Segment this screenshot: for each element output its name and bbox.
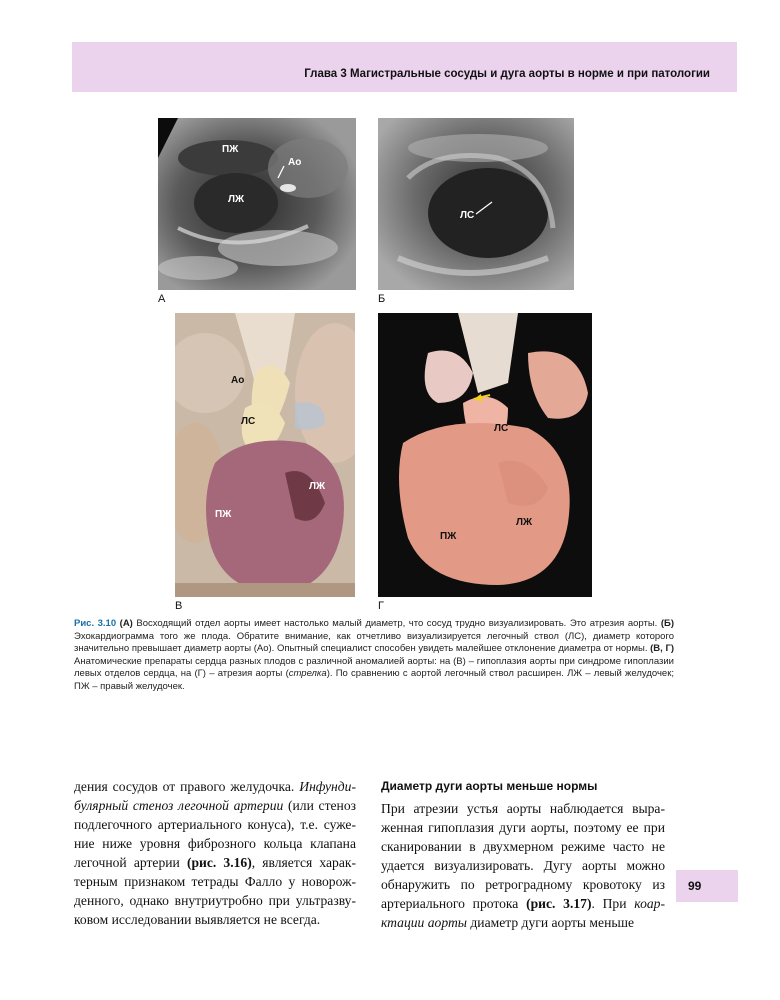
- body-text: (или стеноз подлегочного артериального конуса), т.е. сужение ниже уровня фиброзного кольца клапана легочной артерии: [74, 798, 357, 870]
- label-lzh: ЛЖ: [309, 481, 326, 492]
- label-pzh: ПЖ: [222, 144, 239, 155]
- ultrasound-image-a: [158, 118, 356, 290]
- figure-reference: (рис. 3.16): [186, 855, 252, 870]
- caption-text-vg-1: Анатомические препараты сердца разных плодов с различной аномалией аорты: на (В) – гипоплазия аорты при синдроме гипоплазии левых отделов сердца, на (Г) – атрезия аорты (: [74, 655, 674, 679]
- body-text: , является характерным признаком тетрады Фалло у новорожденного, однако внутриутробно при ультразвуковом исследовании выявляется не всегда.: [74, 855, 356, 927]
- page-number-tab: [676, 870, 738, 902]
- specimen-photo-v: [175, 313, 355, 597]
- body-text: диаметр дуги аорты меньше: [466, 915, 635, 930]
- body-paragraph: [381, 799, 665, 932]
- figure-label: Рис. 3.10: [74, 618, 117, 629]
- body-paragraph: [74, 777, 356, 929]
- panel-letter-a: А: [158, 293, 166, 305]
- caption-text-vg-2: ). По сравнению с аортой легочный ствол расширен. ЛЖ – левый желудочек; ПЖ – правый желудочек.: [74, 668, 674, 692]
- header-band: [72, 42, 737, 92]
- right-column: [381, 777, 665, 932]
- label-lzh: ЛЖ: [516, 517, 533, 528]
- label-ls: ЛС: [494, 423, 509, 434]
- label-ao: Ао: [231, 375, 245, 386]
- body-text: При атрезии устья аорты наблюдается выраженная гипоплазия дуги аорты, поэтому ее при сканировании в двухмерном режиме часто не удается визуализировать. Дугу аорты можно обнаружить по ретроградному кровотоку из артериального протока: [381, 801, 665, 911]
- label-ao: Ао: [288, 157, 302, 168]
- label-ls: ЛС: [460, 210, 475, 221]
- left-column: [74, 777, 356, 929]
- page-number: 99: [688, 879, 702, 893]
- caption-text-a: Восходящий отдел аорты имеет настолько малый диаметр, что сосуд трудно визуализировать. Это атрезия аорты.: [132, 618, 661, 629]
- body-italic: Инфундибулярный стеноз легочной артерии: [74, 779, 356, 813]
- section-heading: Диаметр дуги аорты меньше нормы: [381, 779, 598, 793]
- panel-letter-v: В: [175, 600, 183, 612]
- figure-caption: [74, 618, 674, 693]
- body-italic: коарктации аорты: [381, 896, 665, 930]
- body-text: . При: [591, 896, 635, 911]
- panel-letter-b: Б: [378, 293, 386, 305]
- panel-letter-g: Г: [378, 600, 384, 612]
- caption-text-b: Эхокардиограмма того же плода. Обратите внимание, как отчетливо визуализируется легочный ствол (ЛС), диаметр которого значительно превышает диаметр аорты (Ао). Опытный специалист способен увидеть малейшее отклонение диаметра от нормы.: [74, 630, 674, 654]
- body-text: дения сосудов от правого желудочка.: [74, 779, 300, 794]
- caption-marker-vg: (В, Г): [650, 643, 674, 654]
- label-ls: ЛС: [241, 416, 256, 427]
- specimen-photo-g: [378, 313, 592, 597]
- label-pzh: ПЖ: [440, 531, 457, 542]
- ultrasound-image-b: [378, 118, 574, 290]
- figure-reference: (рис. 3.17): [526, 896, 592, 911]
- label-lzh: ЛЖ: [228, 194, 245, 205]
- caption-marker-a: (А): [119, 618, 133, 629]
- caption-marker-b: (Б): [660, 618, 674, 629]
- label-pzh: ПЖ: [215, 509, 232, 520]
- caption-italic-arrow: стрелка: [288, 668, 327, 679]
- chapter-title: Глава 3 Магистральные сосуды и дуга аорты в норме и при патологии: [304, 68, 710, 80]
